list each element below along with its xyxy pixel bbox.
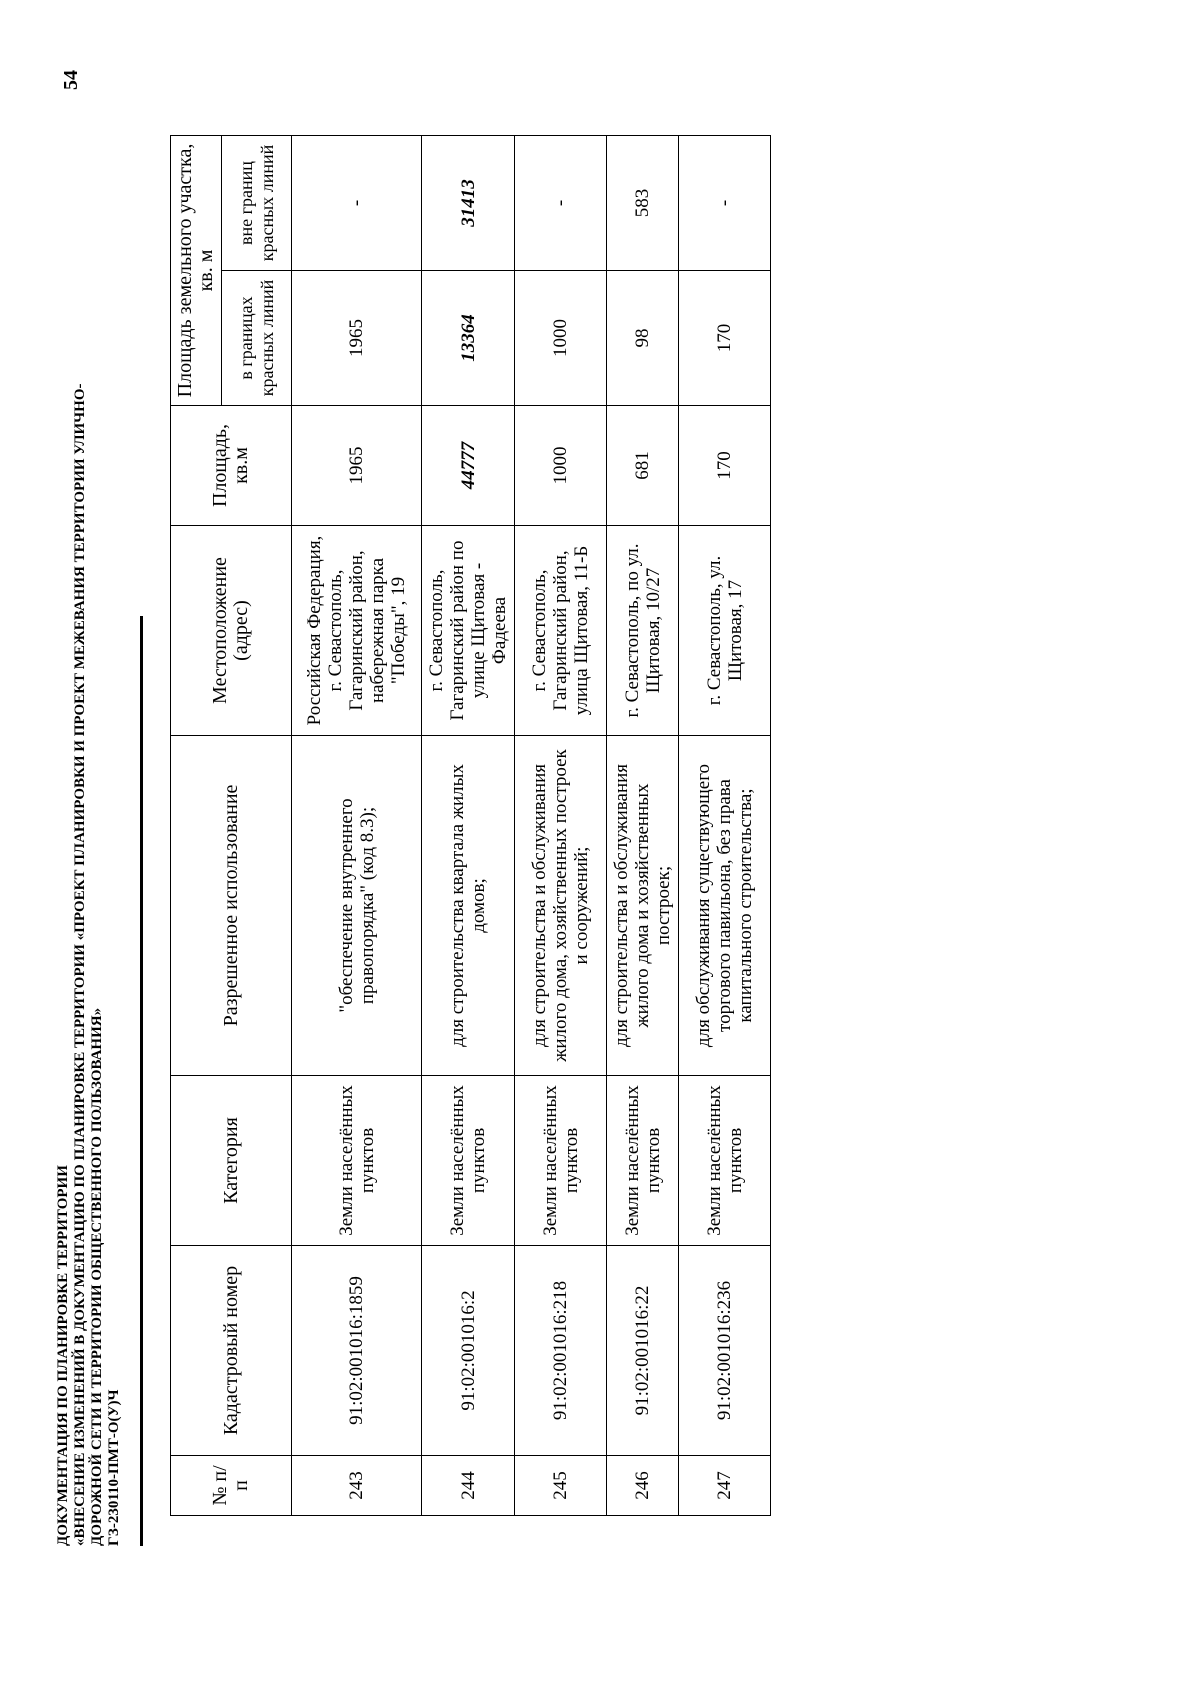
cell-outside: 31413: [422, 135, 515, 270]
cell-outside: -: [515, 135, 607, 270]
header-category: Категория: [171, 1076, 292, 1246]
cell-cadastral: 91:02:001016:2: [422, 1246, 515, 1456]
cell-cadastral: 91:02:001016:1859: [292, 1246, 422, 1456]
cell-address: г. Севастополь, по ул. Щитовая, 10/27: [607, 526, 679, 736]
cell-cadastral: 91:02:001016:236: [679, 1246, 771, 1456]
cell-outside: -: [679, 135, 771, 270]
cell-inside: 170: [679, 271, 771, 406]
header-line-3: ДОРОЖНОЙ СЕТИ И ТЕРРИТОРИИ ОБЩЕСТВЕННОГО ПОЛЬЗОВАНИЯ»: [89, 1007, 105, 1546]
cell-inside: 13364: [422, 271, 515, 406]
header-rule: [140, 616, 143, 1546]
header-area: Площадь, кв.м: [171, 406, 292, 526]
table-row: [422, 135, 515, 1515]
cell-area: 44777: [422, 406, 515, 526]
header-plot-area: Площадь земельного участка, кв. м: [171, 135, 222, 405]
cell-category: Земли населённых пунктов: [515, 1076, 607, 1246]
document-header: [55, 146, 123, 1546]
cell-address: г. Севастополь, Гагаринский район по улице Щитовая - Фадеева: [422, 526, 515, 736]
page-number: 54: [60, 70, 82, 90]
cell-area: 681: [607, 406, 679, 526]
cell-area: 1965: [292, 406, 422, 526]
cell-outside: 583: [607, 135, 679, 270]
header-inside: в границах красных линий: [222, 271, 292, 406]
header-outside: вне границ красных линий: [222, 135, 292, 270]
table-row: [292, 135, 422, 1515]
cell-inside: 1965: [292, 271, 422, 406]
cell-use: "обеспечение внутреннего правопорядка" (код 8.3);: [292, 736, 422, 1076]
cell-outside: -: [292, 135, 422, 270]
cell-category: Земли населённых пунктов: [607, 1076, 679, 1246]
cell-area: 1000: [515, 406, 607, 526]
table-row: [607, 135, 679, 1515]
cell-category: Земли населённых пунктов: [292, 1076, 422, 1246]
header-address: Местоположение (адрес): [171, 526, 292, 736]
cell-num: 246: [607, 1456, 679, 1516]
header-line-2: «ВНЕСЕНИЕ ИЗМЕНЕНИЙ В ДОКУМЕНТАЦИЮ ПО ПЛАНИРОВКЕ ТЕРРИТОРИИ «ПРОЕКТ ПЛАНИРОВКИ И ПРОЕКТ МЕЖЕВАНИЯ ТЕРРИТОРИИ УЛИЧНО-: [72, 383, 88, 1546]
cell-num: 247: [679, 1456, 771, 1516]
cell-use: для строительства и обслуживания жилого дома и хозяйственных построек;: [607, 736, 679, 1076]
cell-inside: 98: [607, 271, 679, 406]
cell-num: 243: [292, 1456, 422, 1516]
table-row: [679, 135, 771, 1515]
cell-area: 170: [679, 406, 771, 526]
cell-cadastral: 91:02:001016:218: [515, 1246, 607, 1456]
cell-use: для строительства и обслуживания жилого дома, хозяйственных построек и сооружений;: [515, 736, 607, 1076]
header-line-4: ГЗ-230110-ПМТ-О(У)Ч: [106, 1389, 122, 1546]
cell-category: Земли населённых пунктов: [422, 1076, 515, 1246]
header-use: Разрешенное использование: [171, 736, 292, 1076]
land-plots-table: [170, 135, 771, 1516]
table-row: [515, 135, 607, 1515]
table-body: [292, 135, 771, 1515]
cell-category: Земли населённых пунктов: [679, 1076, 771, 1246]
cell-inside: 1000: [515, 271, 607, 406]
cell-address: г. Севастополь, ул. Щитовая, 17: [679, 526, 771, 736]
cell-address: г. Севастополь, Гагаринский район, улица Щитовая, 11-Б: [515, 526, 607, 736]
cell-num: 244: [422, 1456, 515, 1516]
cell-cadastral: 91:02:001016:22: [607, 1246, 679, 1456]
cell-num: 245: [515, 1456, 607, 1516]
header-cadastral: Кадастровый номер: [171, 1246, 292, 1456]
cell-use: для обслуживания существующего торгового павильона, без права капитального строительства;: [679, 736, 771, 1076]
header-num: № п/п: [171, 1456, 292, 1516]
cell-use: для строительства квартала жилых домов;: [422, 736, 515, 1076]
header-line-1: ДОКУМЕНТАЦИЯ ПО ПЛАНИРОВКЕ ТЕРРИТОРИИ: [55, 1165, 71, 1546]
cell-address: Российская Федерация, г. Севастополь, Гагаринский район, набережная парка "Победы", 19: [292, 526, 422, 736]
